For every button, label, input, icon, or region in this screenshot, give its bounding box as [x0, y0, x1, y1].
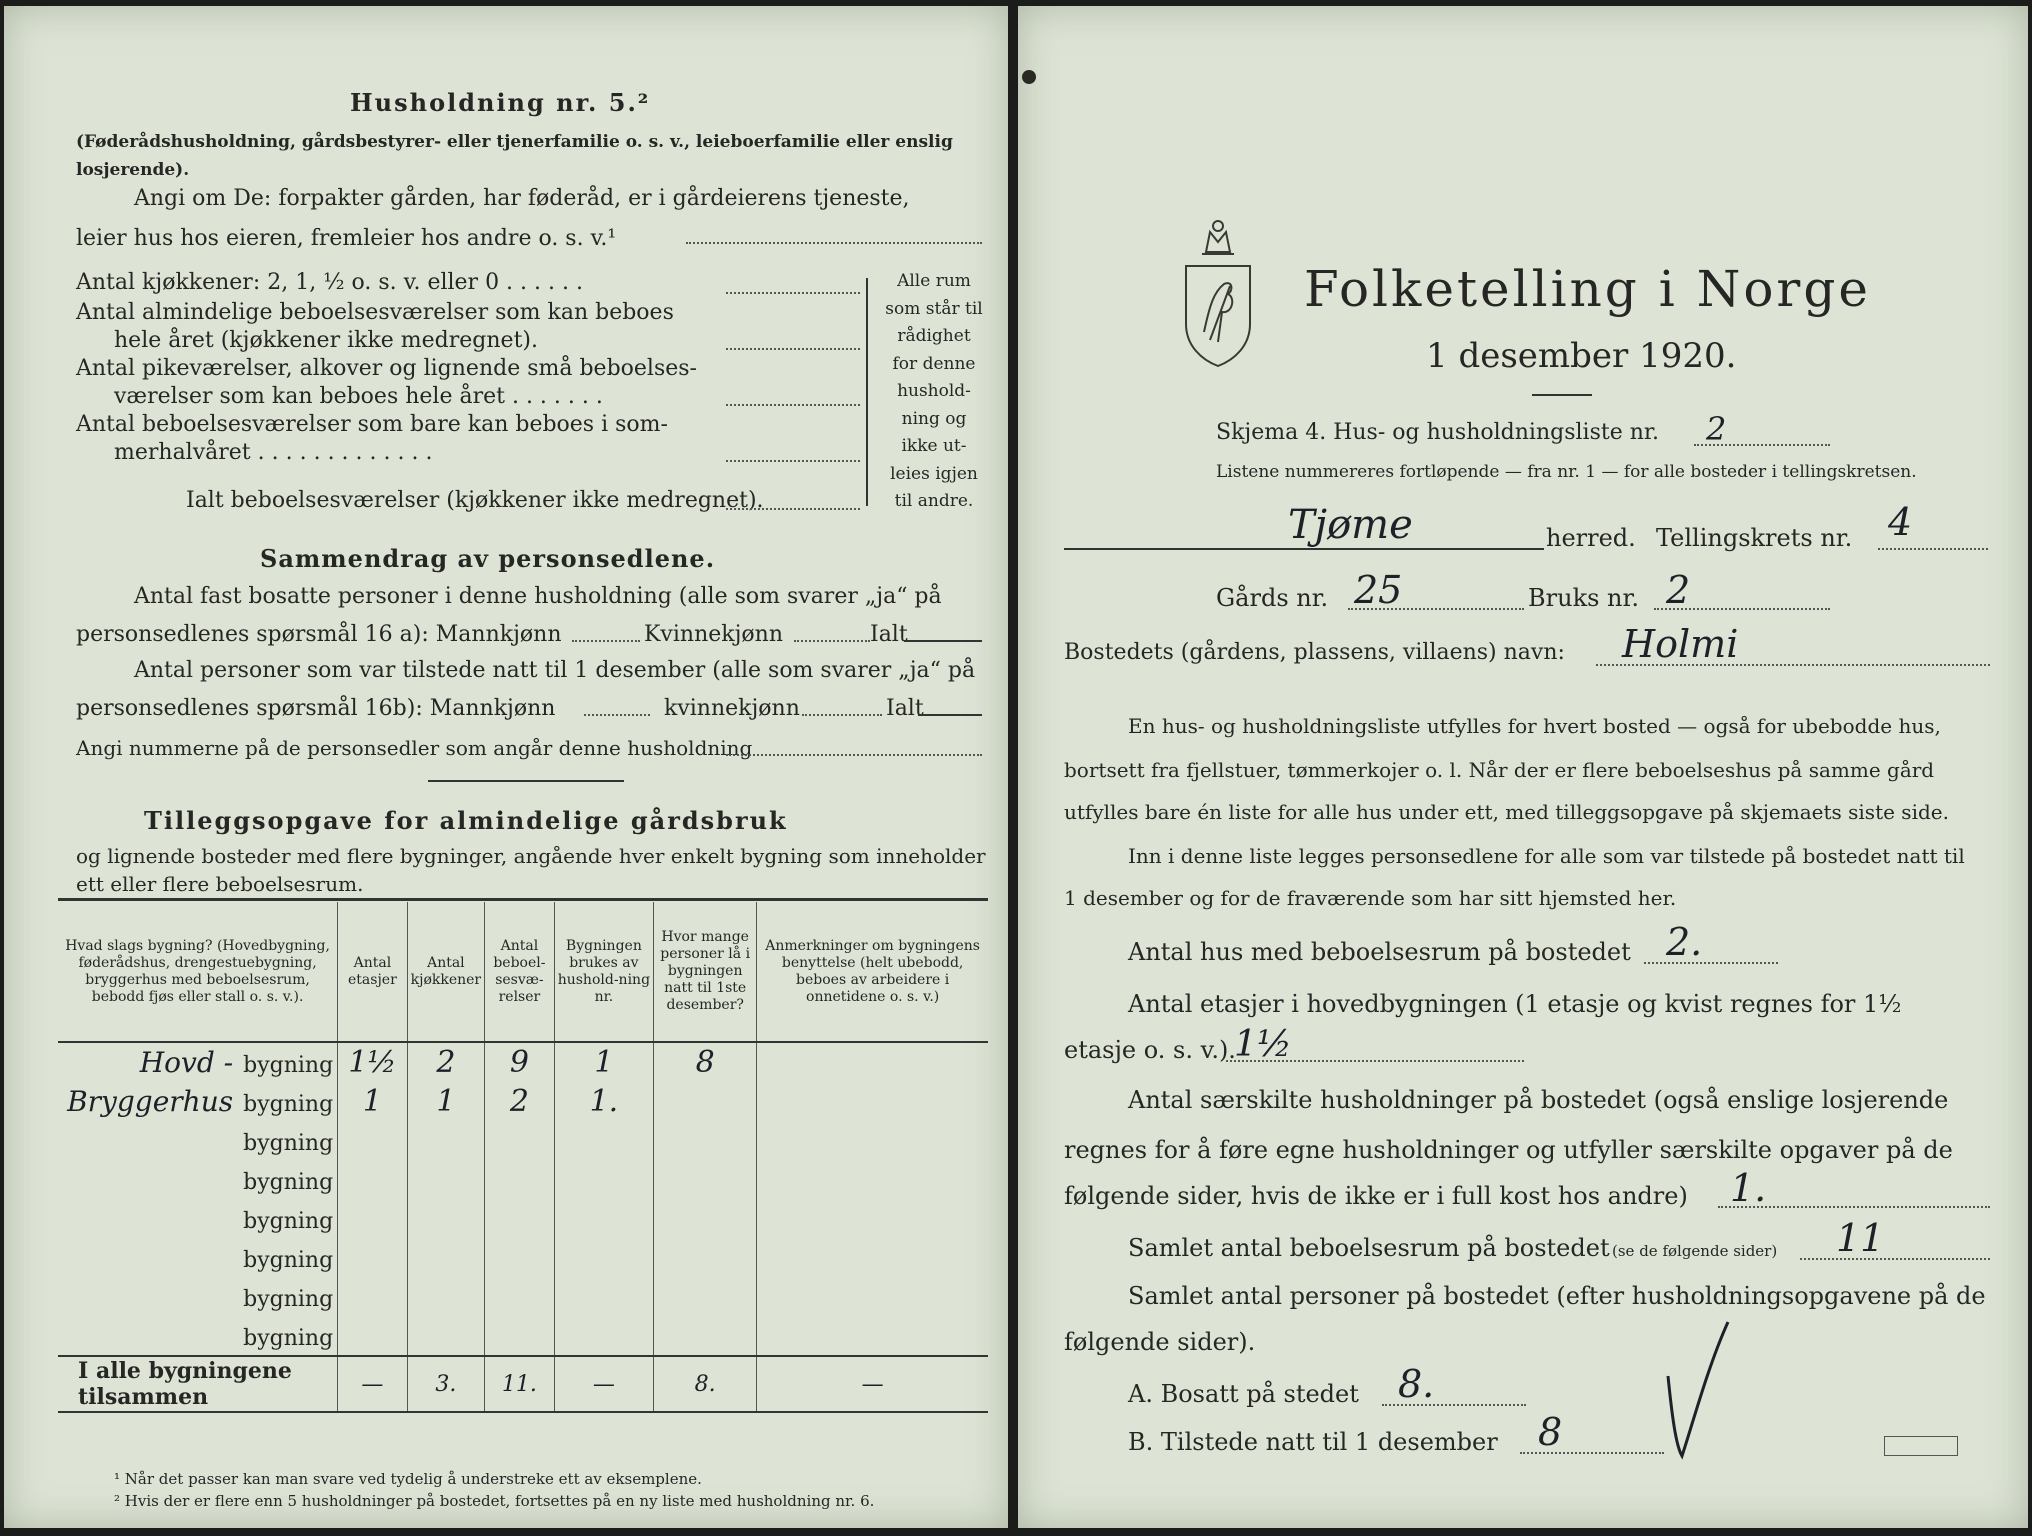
table-row [58, 1082, 988, 1121]
cell-pers [654, 1082, 757, 1121]
table-row [58, 1121, 988, 1160]
summary-line-3: Antal personer som var tilstede natt til 1 desember (alle som svarer „ja“ på [134, 658, 976, 683]
cell-pers [654, 1121, 757, 1160]
total-kitchens: 3. [407, 1356, 485, 1412]
houses-line [1644, 962, 1778, 964]
cell-etasjer [338, 1160, 407, 1199]
cell-rum [485, 1316, 555, 1356]
cell-pers [654, 1277, 757, 1316]
answer-line-men-1 [572, 640, 640, 642]
building-cell [58, 1160, 338, 1199]
cell-kjokken [407, 1160, 485, 1199]
coat-of-arms-icon [1180, 214, 1256, 370]
building-cell [58, 1238, 338, 1277]
answer-line-women-2 [802, 714, 882, 716]
houses-value: 2. [1666, 920, 1703, 964]
binding-hole [1022, 70, 1036, 84]
herred-value: Tjøme [1288, 502, 1413, 548]
rooms-value: 11 [1836, 1216, 1885, 1260]
side-note-line: hushold- [897, 381, 971, 401]
cell-anm [757, 1121, 988, 1160]
numbering-note: Listene nummereres fortløpende — fra nr. 1 — for alle bosteder i tellingskretsen. [1216, 462, 1917, 482]
side-note-line: for denne [892, 353, 976, 374]
cell-kjokken [407, 1121, 485, 1160]
cell-rum: 9 [485, 1042, 555, 1082]
rooms-note: (se de følgende sider) [1612, 1242, 1778, 1260]
answer-line-total-rooms [726, 508, 860, 510]
header-household-nr: Bygningen brukes av hushold-ning nr. [554, 902, 653, 1042]
households-value: 1. [1730, 1166, 1767, 1210]
holding-number-label: Bruks nr. [1528, 584, 1639, 612]
cell-hush: 1. [554, 1082, 653, 1121]
header-floors: Antal etasjer [338, 902, 407, 1042]
summary-line-4: personsedlenes spørsmål 16b): Mannkjønn [76, 696, 556, 721]
present-label: B. Tilstede natt til 1 desember [1128, 1428, 1498, 1456]
cell-hush [554, 1160, 653, 1199]
header-remarks: Anmerkninger om bygningens benyttelse (helt ubebodd, beboes av arbeidere i onnetidene o. s. v.) [757, 902, 988, 1042]
building-label: bygning [243, 1209, 334, 1234]
table-top-rule [58, 898, 988, 901]
table-row [58, 1042, 988, 1082]
herred-line [1064, 548, 1544, 550]
total-floors: — [338, 1356, 407, 1412]
household-intro: (Føderådshusholdning, gårdsbestyrer- eller tjenerfamilie o. s. v., leieboerfamilie eller enslig losjerende). [76, 132, 953, 180]
summary-line-5: Angi nummerne på de personsedler som angår denne husholdning [76, 736, 753, 760]
side-note [876, 268, 992, 516]
cell-hush [554, 1238, 653, 1277]
right-page [1018, 6, 2028, 1528]
building-cell [58, 1042, 338, 1082]
answer-line-rooms [726, 348, 860, 350]
summary-title: Sammendrag av personsedlene. [260, 544, 716, 573]
table-row [58, 1199, 988, 1238]
census-date: 1 desember 1920. [1426, 336, 1737, 376]
cell-rum [485, 1121, 555, 1160]
floors-line-1: Antal etasjer i hovedbygningen (1 etasje og kvist regnes for 1½ [1128, 990, 1902, 1018]
farm-number-label: Gårds nr. [1216, 584, 1329, 612]
resident-value: 8. [1398, 1362, 1435, 1406]
cell-kjokken: 2 [407, 1042, 485, 1082]
summary-women-label-2: kvinnekjønn [664, 696, 800, 721]
households-line-1: Antal særskilte husholdninger på bostedet (også enslige losjerende [1128, 1086, 1949, 1114]
question-summer-rooms-2: merhalvåret . . . . . . . . . . . . . [114, 440, 433, 465]
persons-line-1: Samlet antal personer på bostedet (efter husholdningsopgavene på de [1128, 1282, 1986, 1310]
total-label: I alle bygningene tilsammen [58, 1356, 338, 1412]
cell-rum [485, 1277, 555, 1316]
table-row [58, 1316, 988, 1356]
households-line-2: regnes for å føre egne husholdninger og utfyller særskilte opgaver på de [1064, 1136, 1953, 1164]
cell-etasjer [338, 1316, 407, 1356]
building-cell [58, 1316, 338, 1356]
side-note-bracket-line [866, 278, 868, 506]
instruction-line-3: utfylles bare én liste for alle hus under ett, med tilleggsopgave på skjemaets siste side. [1064, 800, 1949, 824]
answer-line-numbers [726, 754, 982, 756]
cell-anm [757, 1082, 988, 1121]
question-kitchens: Antal kjøkkener: 2, 1, ½ o. s. v. eller 0 . . . . . . [76, 270, 583, 295]
answer-line-summer-rooms [726, 460, 860, 462]
cell-pers [654, 1160, 757, 1199]
table-row [58, 1160, 988, 1199]
instruction-line-2: bortsett fra fjellstuer, tømmerkojer o. l. Når der er flere beboelseshus på samme gård [1064, 758, 1935, 782]
place-name-value: Holmi [1622, 622, 1739, 666]
district-line [1878, 548, 1988, 550]
district-label: Tellingskrets nr. [1656, 524, 1853, 552]
instruction-line-5: 1 desember og for de fraværende som har sitt hjemsted her. [1064, 886, 1677, 910]
question-small-rooms-2: værelser som kan beboes hele året . . . . . . . [114, 384, 603, 409]
summary-line-2: personsedlenes spørsmål 16 a): Mannkjønn [76, 622, 562, 647]
summary-line-1: Antal fast bosatte personer i denne husholdning (alle som svarer „ja“ på [134, 584, 942, 609]
schema-number: 2 [1706, 410, 1727, 448]
answer-line-kitchens [726, 292, 860, 294]
header-rooms: Antal beboel-sesvæ-relser [485, 902, 555, 1042]
cell-anm [757, 1238, 988, 1277]
household-title: Husholdning nr. 5.² [350, 88, 651, 117]
section-divider [428, 780, 624, 782]
building-label: bygning [243, 1092, 334, 1117]
total-rooms: 11. [485, 1356, 555, 1412]
total-persons: 8. [654, 1356, 757, 1412]
building-cell [58, 1082, 338, 1121]
cell-etasjer [338, 1277, 407, 1316]
cell-kjokken [407, 1238, 485, 1277]
building-label: bygning [243, 1131, 334, 1156]
cell-pers [654, 1199, 757, 1238]
cell-hush: 1 [554, 1042, 653, 1082]
schema-label: Skjema 4. Hus- og husholdningsliste nr. [1216, 420, 1659, 445]
checkmark-icon [1658, 1316, 1738, 1466]
total-remarks: — [757, 1356, 988, 1412]
rooms-line [1800, 1258, 1990, 1260]
instruction-line-4: Inn i denne liste legges personsedlene for alle som var tilstede på bostedet natt til [1128, 844, 1965, 868]
cell-kjokken [407, 1316, 485, 1356]
cell-hush [554, 1316, 653, 1356]
table-total-row [58, 1356, 988, 1412]
supplement-line-2: ett eller flere beboelsesrum. [76, 872, 364, 896]
cell-hush [554, 1277, 653, 1316]
houses-label: Antal hus med beboelsesrum på bostedet [1128, 938, 1631, 966]
side-note-line: rådighet [897, 326, 971, 346]
cell-anm [757, 1316, 988, 1356]
cell-kjokken [407, 1277, 485, 1316]
side-note-line: Alle rum [897, 271, 971, 291]
cell-rum [485, 1199, 555, 1238]
herred-label: herred. [1546, 524, 1636, 552]
summary-total-label-2: Ialt [886, 696, 924, 721]
side-note-line: til andre. [894, 491, 974, 511]
answer-line-small-rooms [726, 404, 860, 406]
cell-etasjer [338, 1199, 407, 1238]
cell-etasjer [338, 1121, 407, 1160]
answer-line-men-2 [584, 714, 650, 716]
answer-line-women-1 [794, 640, 870, 642]
question-summer-rooms-1: Antal beboelsesværelser som bare kan beboes i som- [76, 412, 668, 437]
header-kitchens: Antal kjøkkener [407, 902, 485, 1042]
building-name: Bryggerhus [67, 1085, 234, 1118]
persons-line-2: følgende sider). [1064, 1328, 1256, 1356]
cell-etasjer [338, 1238, 407, 1277]
building-label: bygning [243, 1170, 334, 1195]
cell-anm [757, 1160, 988, 1199]
supplement-title: Tilleggsopgave for almindelige gårdsbruk [144, 806, 788, 835]
side-note-line: leies igjen [890, 463, 978, 484]
instruction-line-1: En hus- og husholdningsliste utfylles for hvert bosted — også for ubebodde hus, [1128, 714, 1941, 738]
cell-pers: 8 [654, 1042, 757, 1082]
cell-hush [554, 1121, 653, 1160]
cell-hush [554, 1199, 653, 1238]
title-divider [1532, 394, 1592, 396]
answer-line-total-1 [904, 640, 982, 642]
floors-line-2: etasje o. s. v.). [1064, 1036, 1236, 1064]
answer-line-total-2 [918, 714, 982, 716]
cell-anm [757, 1042, 988, 1082]
building-label: bygning [243, 1053, 334, 1078]
cell-anm [757, 1277, 988, 1316]
cell-rum [485, 1160, 555, 1199]
total-household: — [554, 1356, 653, 1412]
floors-value: 1½ [1234, 1024, 1292, 1065]
side-note-line: ikke ut- [901, 436, 967, 456]
footnote-2: ² Hvis der er flere enn 5 husholdninger på bostedet, fortsettes på en ny liste med husholdning nr. 6. [114, 1492, 875, 1510]
cell-rum: 2 [485, 1082, 555, 1121]
building-label: bygning [243, 1248, 334, 1273]
building-label: bygning [243, 1326, 334, 1351]
cell-pers [654, 1238, 757, 1277]
table-row [58, 1238, 988, 1277]
table-row [58, 1277, 988, 1316]
building-label: bygning [243, 1287, 334, 1312]
building-cell [58, 1121, 338, 1160]
question-rooms-1: Antal almindelige beboelsesværelser som kan beboes [76, 300, 674, 325]
households-line-3: følgende sider, hvis de ikke er i full kost hos andre) [1064, 1182, 1688, 1210]
cell-kjokken: 1 [407, 1082, 485, 1121]
cell-anm [757, 1199, 988, 1238]
question-total-rooms: Ialt beboelsesværelser (kjøkkener ikke medregnet). [186, 488, 764, 513]
rooms-label: Samlet antal beboelsesrum på bostedet [1128, 1234, 1610, 1262]
angi-line-2: leier hus hos eieren, fremleier hos andre o. s. v.¹ [76, 226, 617, 251]
left-page [4, 6, 1008, 1528]
side-note-line: som står til [885, 298, 983, 319]
angi-line-1: Angi om De: forpakter gården, har føderåd, er i gårdeierens tjeneste, [134, 186, 910, 211]
census-title: Folketelling i Norge [1304, 260, 1871, 318]
printer-stamp [1884, 1436, 1958, 1456]
cell-etasjer: 1 [338, 1082, 407, 1121]
building-cell [58, 1277, 338, 1316]
building-name: Hovd - [139, 1046, 234, 1079]
cell-pers [654, 1316, 757, 1356]
cell-kjokken [407, 1199, 485, 1238]
present-value: 8 [1538, 1410, 1563, 1454]
angi-answer-line [686, 242, 982, 244]
question-small-rooms-1: Antal pikeværelser, alkover og lignende små beboelses- [76, 356, 697, 381]
cell-etasjer: 1½ [338, 1042, 407, 1082]
district-value: 4 [1888, 500, 1913, 544]
question-rooms-2: hele året (kjøkkener ikke medregnet). [114, 328, 538, 353]
summary-women-label-1: Kvinnekjønn [644, 622, 783, 647]
summary-total-label-1: Ialt [870, 622, 908, 647]
supplement-line-1: og lignende bosteder med flere bygninger, angående hver enkelt bygning som inneholder [76, 844, 986, 868]
header-persons: Hvor mange personer lå i bygningen natt til 1ste desember? [654, 902, 757, 1042]
farm-number-value: 25 [1354, 568, 1403, 612]
holding-number-value: 2 [1666, 568, 1691, 612]
building-cell [58, 1199, 338, 1238]
side-note-line: ning og [901, 408, 967, 429]
header-building-type: Hvad slags bygning? (Hovedbygning, føderådshus, drengestuebygning, bryggerhus med beboelsesrum, bebodd fjøs eller stall o. s. v.). [58, 902, 338, 1042]
place-name-label: Bostedets (gårdens, plassens, villaens) navn: [1064, 640, 1565, 665]
cell-rum [485, 1238, 555, 1277]
footnote-1: ¹ Når det passer kan man svare ved tydelig å understreke ett av eksemplene. [114, 1470, 702, 1488]
building-table [58, 902, 988, 1413]
resident-label: A. Bosatt på stedet [1128, 1380, 1359, 1408]
